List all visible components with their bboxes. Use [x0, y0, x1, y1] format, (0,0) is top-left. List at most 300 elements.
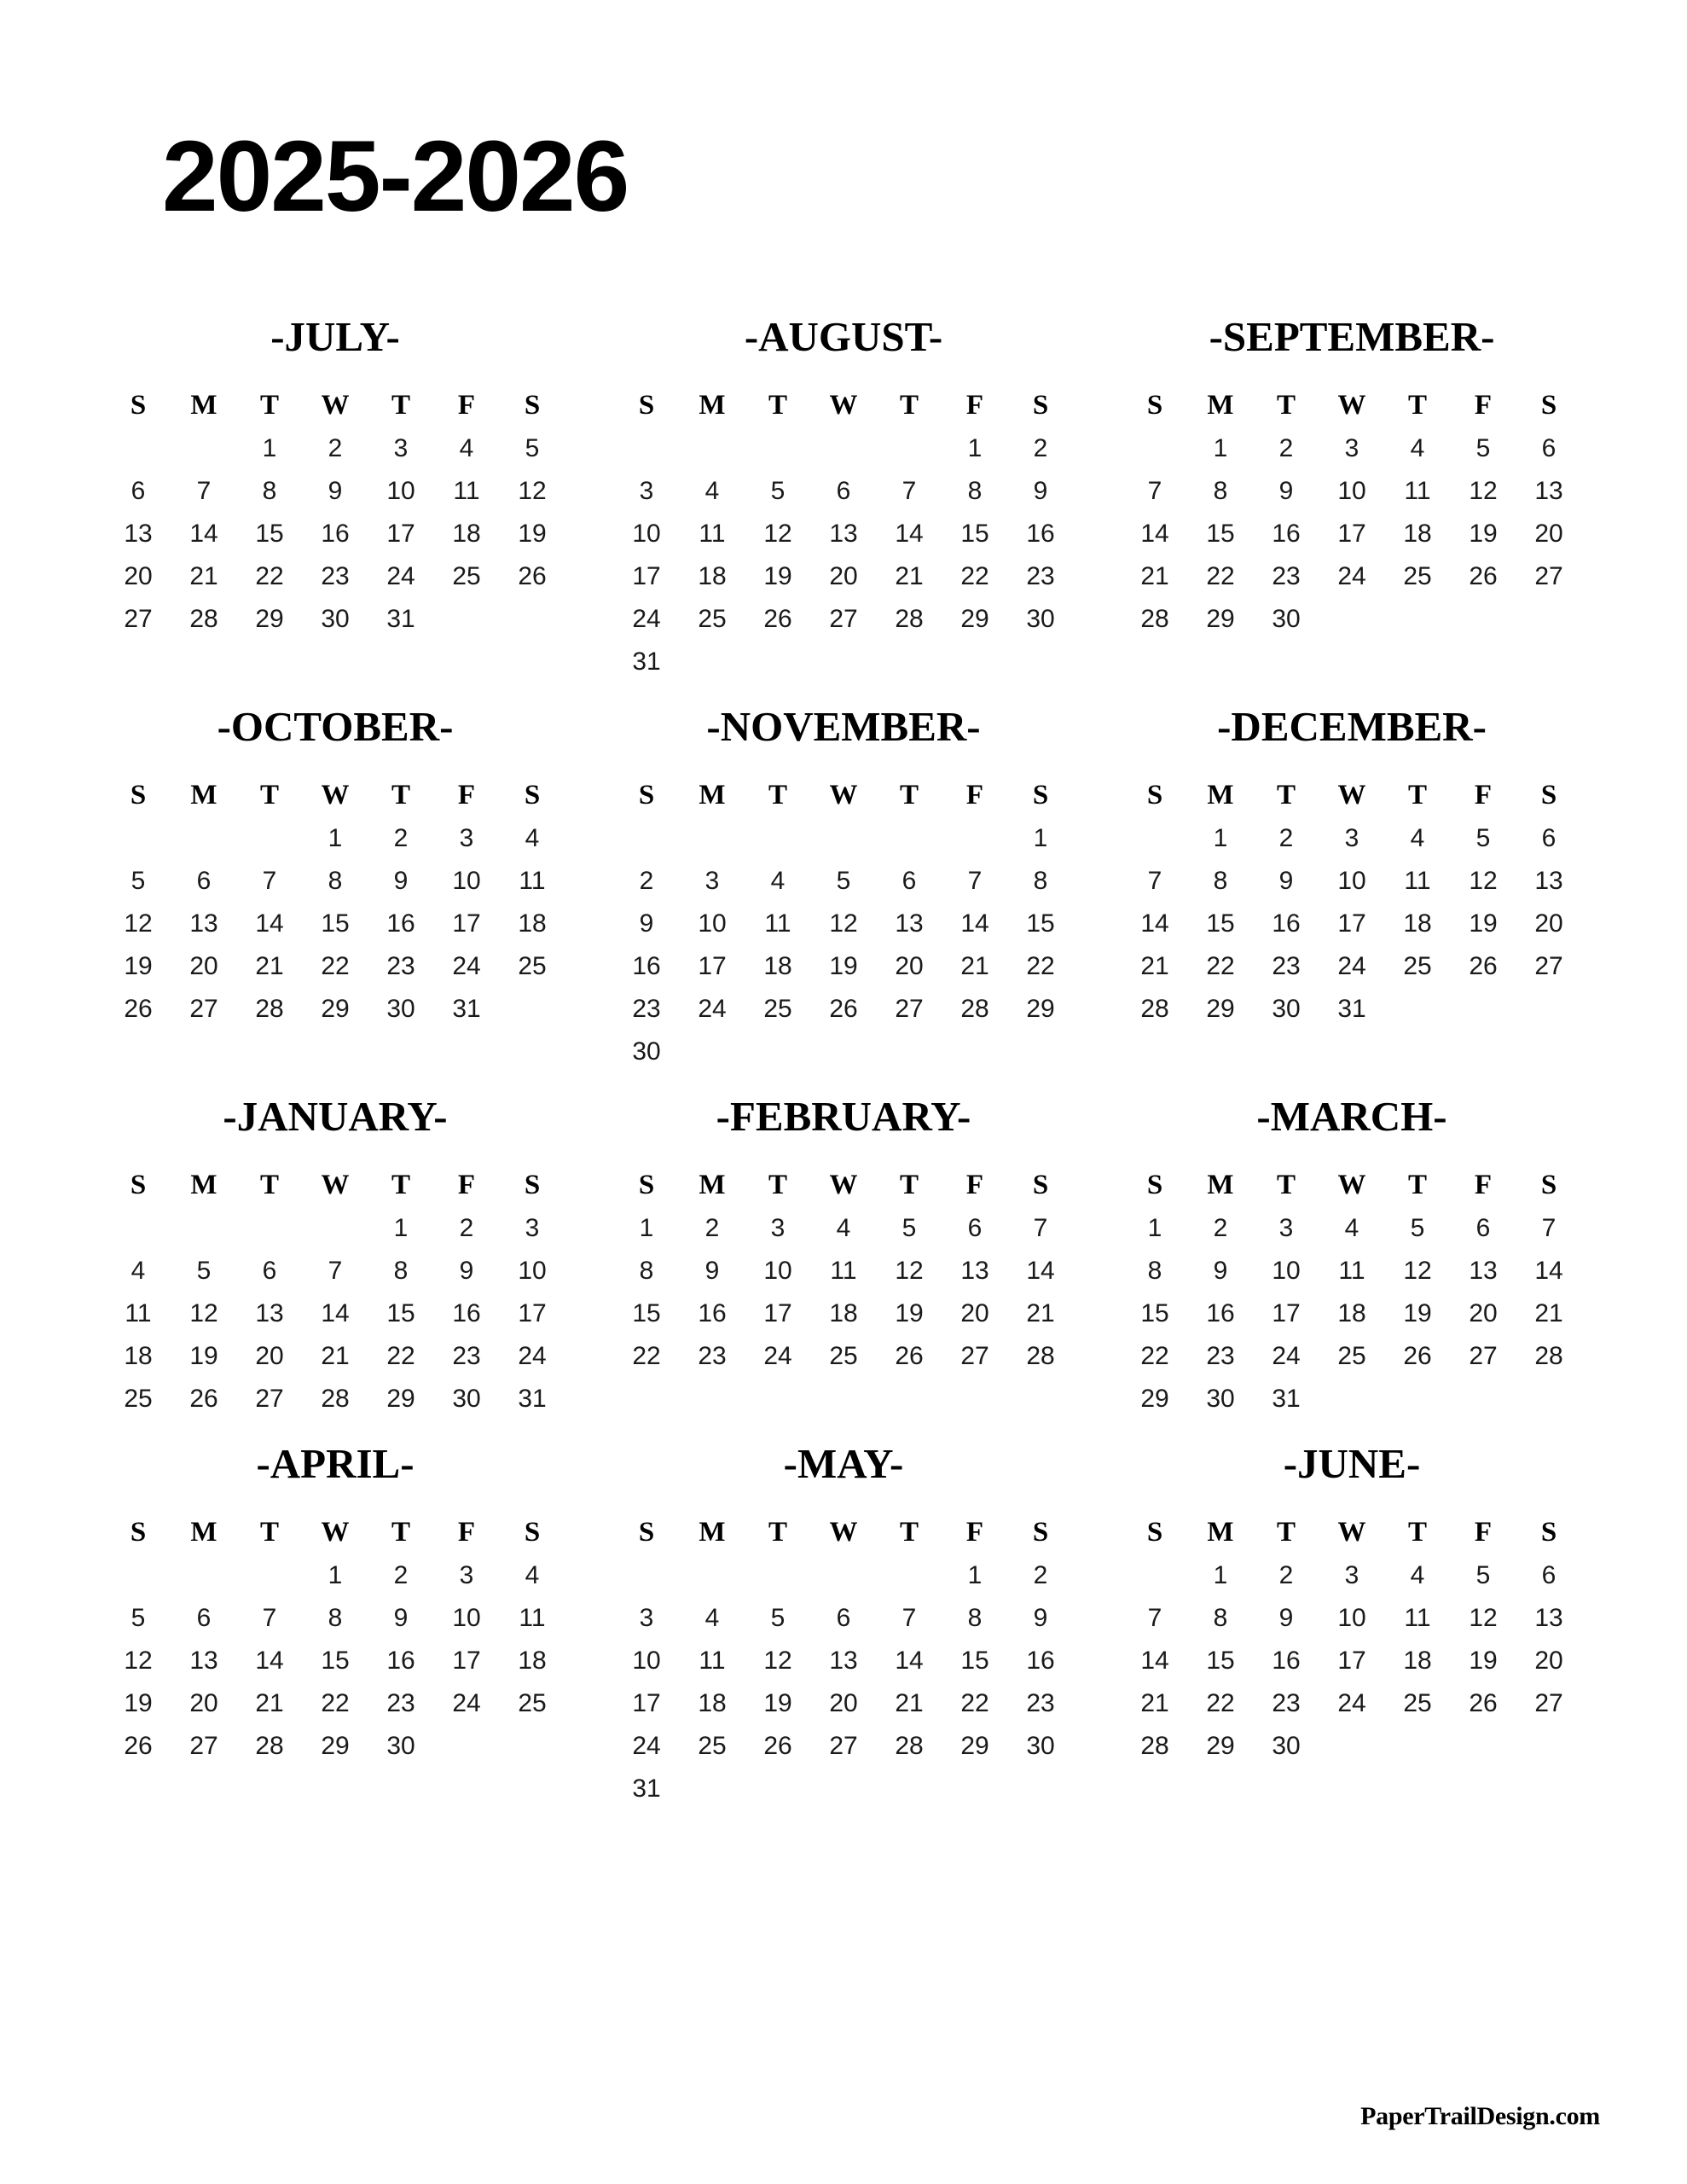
day-cell[interactable]: 2 — [459, 1214, 474, 1242]
day-cell[interactable]: 21 — [1534, 1299, 1563, 1327]
day-cell[interactable]: 3 — [639, 477, 654, 505]
day-cell[interactable]: 1 — [1033, 824, 1048, 852]
day-cell[interactable]: 17 — [763, 1299, 792, 1327]
day-cell[interactable]: 17 — [386, 520, 415, 548]
day-cell[interactable]: 11 — [519, 867, 546, 895]
day-cell[interactable]: 5 — [901, 1214, 917, 1242]
day-cell[interactable]: 13 — [829, 1647, 858, 1675]
day-cell[interactable]: 1 — [967, 434, 983, 462]
day-cell[interactable]: 23 — [386, 952, 415, 980]
day-cell[interactable]: 17 — [452, 1647, 481, 1675]
day-cell[interactable]: 31 — [386, 605, 415, 633]
day-cell[interactable]: 7 — [328, 1257, 343, 1285]
day-cell[interactable]: 6 — [262, 1257, 277, 1285]
day-cell[interactable]: 8 — [1033, 867, 1048, 895]
day-cell[interactable]: 10 — [452, 1604, 481, 1632]
day-cell[interactable]: 20 — [1469, 1299, 1498, 1327]
day-cell[interactable]: 4 — [525, 1561, 540, 1589]
day-cell[interactable]: 8 — [393, 1257, 409, 1285]
day-cell[interactable]: 8 — [1213, 477, 1228, 505]
day-cell[interactable]: 12 — [1469, 867, 1498, 895]
day-cell[interactable]: 3 — [770, 1214, 786, 1242]
day-cell[interactable]: 18 — [1337, 1299, 1366, 1327]
day-cell[interactable]: 28 — [1140, 995, 1169, 1023]
day-cell[interactable]: 14 — [189, 520, 218, 548]
day-cell[interactable]: 5 — [770, 477, 786, 505]
day-cell[interactable]: 9 — [1213, 1257, 1228, 1285]
day-cell[interactable]: 29 — [1206, 995, 1235, 1023]
day-cell[interactable]: 26 — [895, 1342, 924, 1370]
day-cell[interactable]: 23 — [1026, 562, 1055, 590]
day-cell[interactable]: 21 — [1140, 1689, 1169, 1717]
day-cell[interactable]: 19 — [1403, 1299, 1432, 1327]
day-cell[interactable]: 2 — [393, 1561, 409, 1589]
day-cell[interactable]: 10 — [632, 1647, 661, 1675]
day-cell[interactable]: 20 — [895, 952, 924, 980]
day-cell[interactable]: 30 — [386, 1732, 415, 1760]
day-cell[interactable]: 18 — [1403, 1647, 1432, 1675]
day-cell[interactable]: 13 — [829, 520, 858, 548]
day-cell[interactable]: 10 — [1272, 1257, 1301, 1285]
day-cell[interactable]: 15 — [255, 520, 284, 548]
day-cell[interactable]: 2 — [1213, 1214, 1228, 1242]
day-cell[interactable]: 1 — [328, 824, 343, 852]
day-cell[interactable]: 28 — [960, 995, 989, 1023]
day-cell[interactable]: 20 — [1534, 1647, 1563, 1675]
day-cell[interactable]: 5 — [1410, 1214, 1425, 1242]
day-cell[interactable]: 30 — [632, 1037, 661, 1066]
day-cell[interactable]: 22 — [632, 1342, 661, 1370]
day-cell[interactable]: 3 — [1278, 1214, 1294, 1242]
day-cell[interactable]: 3 — [1344, 434, 1359, 462]
day-cell[interactable]: 29 — [321, 1732, 350, 1760]
day-cell[interactable]: 26 — [518, 562, 547, 590]
day-cell[interactable]: 27 — [829, 1732, 858, 1760]
day-cell[interactable]: 10 — [386, 477, 415, 505]
day-cell[interactable]: 30 — [1026, 605, 1055, 633]
day-cell[interactable]: 4 — [130, 1257, 146, 1285]
day-cell[interactable]: 11 — [699, 1647, 726, 1675]
day-cell[interactable]: 8 — [639, 1257, 654, 1285]
day-cell[interactable]: 4 — [1410, 434, 1425, 462]
day-cell[interactable]: 10 — [452, 867, 481, 895]
day-cell[interactable]: 22 — [1140, 1342, 1169, 1370]
day-cell[interactable]: 6 — [1475, 1214, 1491, 1242]
day-cell[interactable]: 25 — [518, 1689, 547, 1717]
day-cell[interactable]: 3 — [393, 434, 409, 462]
day-cell[interactable]: 29 — [1206, 1732, 1235, 1760]
day-cell[interactable]: 24 — [632, 1732, 661, 1760]
day-cell[interactable]: 22 — [960, 562, 989, 590]
day-cell[interactable]: 20 — [829, 562, 858, 590]
day-cell[interactable]: 31 — [1337, 995, 1366, 1023]
day-cell[interactable]: 20 — [255, 1342, 284, 1370]
day-cell[interactable]: 20 — [124, 562, 153, 590]
day-cell[interactable]: 30 — [386, 995, 415, 1023]
day-cell[interactable]: 19 — [763, 562, 792, 590]
day-cell[interactable]: 11 — [125, 1299, 152, 1327]
day-cell[interactable]: 13 — [189, 909, 218, 938]
day-cell[interactable]: 15 — [1026, 909, 1055, 938]
day-cell[interactable]: 14 — [895, 520, 924, 548]
day-cell[interactable]: 9 — [1278, 867, 1294, 895]
day-cell[interactable]: 4 — [704, 477, 720, 505]
day-cell[interactable]: 16 — [452, 1299, 481, 1327]
day-cell[interactable]: 3 — [1344, 1561, 1359, 1589]
day-cell[interactable]: 14 — [255, 1647, 284, 1675]
day-cell[interactable]: 19 — [1469, 909, 1498, 938]
day-cell[interactable]: 4 — [1344, 1214, 1359, 1242]
day-cell[interactable]: 11 — [1404, 867, 1431, 895]
day-cell[interactable]: 18 — [698, 1689, 727, 1717]
day-cell[interactable]: 11 — [764, 909, 791, 938]
day-cell[interactable]: 15 — [960, 520, 989, 548]
day-cell[interactable]: 7 — [262, 1604, 277, 1632]
day-cell[interactable]: 21 — [189, 562, 218, 590]
day-cell[interactable]: 13 — [1469, 1257, 1498, 1285]
day-cell[interactable]: 19 — [1469, 520, 1498, 548]
day-cell[interactable]: 24 — [1337, 952, 1366, 980]
day-cell[interactable]: 9 — [1033, 477, 1048, 505]
day-cell[interactable]: 24 — [518, 1342, 547, 1370]
day-cell[interactable]: 13 — [1534, 477, 1563, 505]
day-cell[interactable]: 5 — [130, 1604, 146, 1632]
day-cell[interactable]: 23 — [1206, 1342, 1235, 1370]
day-cell[interactable]: 28 — [321, 1385, 350, 1413]
day-cell[interactable]: 11 — [699, 520, 726, 548]
day-cell[interactable]: 27 — [189, 1732, 218, 1760]
day-cell[interactable]: 13 — [189, 1647, 218, 1675]
day-cell[interactable]: 7 — [1147, 1604, 1162, 1632]
day-cell[interactable]: 19 — [518, 520, 547, 548]
day-cell[interactable]: 23 — [1272, 562, 1301, 590]
day-cell[interactable]: 29 — [960, 605, 989, 633]
day-cell[interactable]: 21 — [960, 952, 989, 980]
day-cell[interactable]: 8 — [1213, 867, 1228, 895]
day-cell[interactable]: 22 — [1206, 562, 1235, 590]
day-cell[interactable]: 4 — [770, 867, 786, 895]
day-cell[interactable]: 31 — [1272, 1385, 1301, 1413]
day-cell[interactable]: 14 — [321, 1299, 350, 1327]
day-cell[interactable]: 11 — [830, 1257, 857, 1285]
day-cell[interactable]: 28 — [255, 1732, 284, 1760]
day-cell[interactable]: 16 — [698, 1299, 727, 1327]
day-cell[interactable]: 21 — [255, 1689, 284, 1717]
day-cell[interactable]: 15 — [321, 909, 350, 938]
day-cell[interactable]: 8 — [262, 477, 277, 505]
day-cell[interactable]: 19 — [124, 1689, 153, 1717]
day-cell[interactable]: 8 — [1213, 1604, 1228, 1632]
day-cell[interactable]: 27 — [829, 605, 858, 633]
day-cell[interactable]: 2 — [1278, 824, 1294, 852]
day-cell[interactable]: 4 — [1410, 824, 1425, 852]
day-cell[interactable]: 26 — [1469, 952, 1498, 980]
day-cell[interactable]: 14 — [1140, 1647, 1169, 1675]
day-cell[interactable]: 6 — [1541, 434, 1557, 462]
day-cell[interactable]: 1 — [1213, 1561, 1228, 1589]
day-cell[interactable]: 14 — [1026, 1257, 1055, 1285]
day-cell[interactable]: 2 — [328, 434, 343, 462]
day-cell[interactable]: 27 — [1534, 1689, 1563, 1717]
day-cell[interactable]: 7 — [901, 1604, 917, 1632]
day-cell[interactable]: 21 — [321, 1342, 350, 1370]
day-cell[interactable]: 3 — [1344, 824, 1359, 852]
day-cell[interactable]: 7 — [262, 867, 277, 895]
day-cell[interactable]: 18 — [1403, 520, 1432, 548]
day-cell[interactable]: 15 — [1140, 1299, 1169, 1327]
day-cell[interactable]: 1 — [393, 1214, 409, 1242]
day-cell[interactable]: 6 — [130, 477, 146, 505]
day-cell[interactable]: 17 — [698, 952, 727, 980]
day-cell[interactable]: 15 — [1206, 909, 1235, 938]
day-cell[interactable]: 8 — [328, 867, 343, 895]
day-cell[interactable]: 30 — [1272, 1732, 1301, 1760]
day-cell[interactable]: 9 — [1033, 1604, 1048, 1632]
day-cell[interactable]: 17 — [452, 909, 481, 938]
day-cell[interactable]: 12 — [1403, 1257, 1432, 1285]
day-cell[interactable]: 27 — [1534, 562, 1563, 590]
day-cell[interactable]: 2 — [1278, 434, 1294, 462]
day-cell[interactable]: 16 — [1272, 1647, 1301, 1675]
day-cell[interactable]: 25 — [1403, 952, 1432, 980]
day-cell[interactable]: 27 — [255, 1385, 284, 1413]
day-cell[interactable]: 20 — [189, 952, 218, 980]
day-cell[interactable]: 22 — [1026, 952, 1055, 980]
day-cell[interactable]: 4 — [1410, 1561, 1425, 1589]
day-cell[interactable]: 6 — [836, 1604, 851, 1632]
day-cell[interactable]: 18 — [829, 1299, 858, 1327]
day-cell[interactable]: 13 — [1534, 1604, 1563, 1632]
day-cell[interactable]: 27 — [1469, 1342, 1498, 1370]
day-cell[interactable]: 4 — [459, 434, 474, 462]
day-cell[interactable]: 12 — [763, 1647, 792, 1675]
day-cell[interactable]: 6 — [1541, 1561, 1557, 1589]
day-cell[interactable]: 29 — [386, 1385, 415, 1413]
day-cell[interactable]: 4 — [525, 824, 540, 852]
day-cell[interactable]: 28 — [895, 1732, 924, 1760]
day-cell[interactable]: 10 — [518, 1257, 547, 1285]
day-cell[interactable]: 5 — [836, 867, 851, 895]
day-cell[interactable]: 23 — [1026, 1689, 1055, 1717]
day-cell[interactable]: 30 — [1206, 1385, 1235, 1413]
day-cell[interactable]: 3 — [459, 1561, 474, 1589]
day-cell[interactable]: 27 — [189, 995, 218, 1023]
day-cell[interactable]: 1 — [1213, 434, 1228, 462]
day-cell[interactable]: 19 — [829, 952, 858, 980]
day-cell[interactable]: 18 — [452, 520, 481, 548]
day-cell[interactable]: 24 — [1272, 1342, 1301, 1370]
day-cell[interactable]: 20 — [1534, 909, 1563, 938]
day-cell[interactable]: 28 — [1140, 1732, 1169, 1760]
day-cell[interactable]: 23 — [452, 1342, 481, 1370]
day-cell[interactable]: 2 — [1033, 434, 1048, 462]
day-cell[interactable]: 15 — [1206, 1647, 1235, 1675]
day-cell[interactable]: 30 — [1026, 1732, 1055, 1760]
day-cell[interactable]: 17 — [1337, 1647, 1366, 1675]
day-cell[interactable]: 18 — [518, 1647, 547, 1675]
day-cell[interactable]: 8 — [967, 1604, 983, 1632]
day-cell[interactable]: 6 — [901, 867, 917, 895]
day-cell[interactable]: 16 — [386, 1647, 415, 1675]
day-cell[interactable]: 21 — [1140, 562, 1169, 590]
day-cell[interactable]: 20 — [960, 1299, 989, 1327]
day-cell[interactable]: 5 — [130, 867, 146, 895]
day-cell[interactable]: 28 — [895, 605, 924, 633]
day-cell[interactable]: 24 — [632, 605, 661, 633]
day-cell[interactable]: 26 — [124, 995, 153, 1023]
day-cell[interactable]: 12 — [189, 1299, 218, 1327]
day-cell[interactable]: 26 — [124, 1732, 153, 1760]
day-cell[interactable]: 10 — [1337, 1604, 1366, 1632]
day-cell[interactable]: 1 — [328, 1561, 343, 1589]
day-cell[interactable]: 19 — [895, 1299, 924, 1327]
day-cell[interactable]: 26 — [1469, 1689, 1498, 1717]
day-cell[interactable]: 7 — [967, 867, 983, 895]
day-cell[interactable]: 5 — [196, 1257, 212, 1285]
day-cell[interactable]: 1 — [262, 434, 277, 462]
day-cell[interactable]: 21 — [1140, 952, 1169, 980]
day-cell[interactable]: 24 — [1337, 562, 1366, 590]
day-cell[interactable]: 28 — [189, 605, 218, 633]
day-cell[interactable]: 31 — [632, 1774, 661, 1803]
day-cell[interactable]: 18 — [763, 952, 792, 980]
day-cell[interactable]: 25 — [698, 1732, 727, 1760]
day-cell[interactable]: 9 — [1278, 1604, 1294, 1632]
day-cell[interactable]: 12 — [763, 520, 792, 548]
day-cell[interactable]: 23 — [321, 562, 350, 590]
day-cell[interactable]: 11 — [1404, 477, 1431, 505]
day-cell[interactable]: 31 — [518, 1385, 547, 1413]
day-cell[interactable]: 19 — [189, 1342, 218, 1370]
day-cell[interactable]: 26 — [189, 1385, 218, 1413]
day-cell[interactable]: 17 — [632, 1689, 661, 1717]
day-cell[interactable]: 7 — [901, 477, 917, 505]
day-cell[interactable]: 5 — [1475, 1561, 1491, 1589]
day-cell[interactable]: 30 — [452, 1385, 481, 1413]
day-cell[interactable]: 28 — [255, 995, 284, 1023]
day-cell[interactable]: 18 — [698, 562, 727, 590]
day-cell[interactable]: 21 — [895, 562, 924, 590]
day-cell[interactable]: 13 — [124, 520, 153, 548]
day-cell[interactable]: 3 — [459, 824, 474, 852]
day-cell[interactable]: 24 — [698, 995, 727, 1023]
day-cell[interactable]: 5 — [770, 1604, 786, 1632]
day-cell[interactable]: 25 — [1403, 562, 1432, 590]
day-cell[interactable]: 22 — [960, 1689, 989, 1717]
day-cell[interactable]: 25 — [518, 952, 547, 980]
day-cell[interactable]: 26 — [763, 605, 792, 633]
day-cell[interactable]: 16 — [1026, 520, 1055, 548]
day-cell[interactable]: 20 — [1534, 520, 1563, 548]
day-cell[interactable]: 27 — [960, 1342, 989, 1370]
day-cell[interactable]: 2 — [393, 824, 409, 852]
day-cell[interactable]: 29 — [1026, 995, 1055, 1023]
day-cell[interactable]: 20 — [829, 1689, 858, 1717]
day-cell[interactable]: 7 — [1147, 477, 1162, 505]
day-cell[interactable]: 12 — [1469, 477, 1498, 505]
day-cell[interactable]: 25 — [452, 562, 481, 590]
day-cell[interactable]: 9 — [393, 867, 409, 895]
day-cell[interactable]: 29 — [1206, 605, 1235, 633]
day-cell[interactable]: 12 — [1469, 1604, 1498, 1632]
day-cell[interactable]: 27 — [124, 605, 153, 633]
day-cell[interactable]: 7 — [196, 477, 212, 505]
day-cell[interactable]: 24 — [1337, 1689, 1366, 1717]
day-cell[interactable]: 10 — [698, 909, 727, 938]
day-cell[interactable]: 18 — [1403, 909, 1432, 938]
day-cell[interactable]: 7 — [1147, 867, 1162, 895]
day-cell[interactable]: 14 — [895, 1647, 924, 1675]
day-cell[interactable]: 18 — [124, 1342, 153, 1370]
day-cell[interactable]: 20 — [189, 1689, 218, 1717]
day-cell[interactable]: 12 — [895, 1257, 924, 1285]
day-cell[interactable]: 1 — [639, 1214, 654, 1242]
day-cell[interactable]: 21 — [895, 1689, 924, 1717]
day-cell[interactable]: 25 — [1337, 1342, 1366, 1370]
day-cell[interactable]: 23 — [698, 1342, 727, 1370]
day-cell[interactable]: 16 — [1206, 1299, 1235, 1327]
day-cell[interactable]: 22 — [321, 1689, 350, 1717]
day-cell[interactable]: 9 — [639, 909, 654, 938]
day-cell[interactable]: 11 — [519, 1604, 546, 1632]
day-cell[interactable]: 24 — [452, 952, 481, 980]
day-cell[interactable]: 6 — [836, 477, 851, 505]
day-cell[interactable]: 9 — [459, 1257, 474, 1285]
day-cell[interactable]: 2 — [704, 1214, 720, 1242]
day-cell[interactable]: 23 — [386, 1689, 415, 1717]
day-cell[interactable]: 23 — [1272, 952, 1301, 980]
day-cell[interactable]: 4 — [704, 1604, 720, 1632]
day-cell[interactable]: 8 — [328, 1604, 343, 1632]
day-cell[interactable]: 29 — [321, 995, 350, 1023]
day-cell[interactable]: 15 — [960, 1647, 989, 1675]
day-cell[interactable]: 25 — [763, 995, 792, 1023]
day-cell[interactable]: 21 — [255, 952, 284, 980]
day-cell[interactable]: 9 — [1278, 477, 1294, 505]
day-cell[interactable]: 2 — [1033, 1561, 1048, 1589]
day-cell[interactable]: 23 — [1272, 1689, 1301, 1717]
day-cell[interactable]: 12 — [829, 909, 858, 938]
day-cell[interactable]: 26 — [763, 1732, 792, 1760]
day-cell[interactable]: 26 — [1403, 1342, 1432, 1370]
day-cell[interactable]: 15 — [632, 1299, 661, 1327]
day-cell[interactable]: 30 — [321, 605, 350, 633]
day-cell[interactable]: 17 — [1337, 909, 1366, 938]
day-cell[interactable]: 25 — [1403, 1689, 1432, 1717]
day-cell[interactable]: 22 — [1206, 1689, 1235, 1717]
day-cell[interactable]: 14 — [255, 909, 284, 938]
day-cell[interactable]: 17 — [1337, 520, 1366, 548]
day-cell[interactable]: 24 — [452, 1689, 481, 1717]
day-cell[interactable]: 25 — [124, 1385, 153, 1413]
day-cell[interactable]: 19 — [763, 1689, 792, 1717]
day-cell[interactable]: 17 — [632, 562, 661, 590]
day-cell[interactable]: 24 — [763, 1342, 792, 1370]
day-cell[interactable]: 10 — [1337, 477, 1366, 505]
day-cell[interactable]: 26 — [1469, 562, 1498, 590]
day-cell[interactable]: 5 — [525, 434, 540, 462]
day-cell[interactable]: 28 — [1140, 605, 1169, 633]
day-cell[interactable]: 6 — [196, 867, 212, 895]
day-cell[interactable]: 7 — [1033, 1214, 1048, 1242]
day-cell[interactable]: 8 — [967, 477, 983, 505]
day-cell[interactable]: 6 — [196, 1604, 212, 1632]
day-cell[interactable]: 3 — [525, 1214, 540, 1242]
day-cell[interactable]: 2 — [639, 867, 654, 895]
day-cell[interactable]: 18 — [518, 909, 547, 938]
day-cell[interactable]: 29 — [1140, 1385, 1169, 1413]
day-cell[interactable]: 25 — [829, 1342, 858, 1370]
